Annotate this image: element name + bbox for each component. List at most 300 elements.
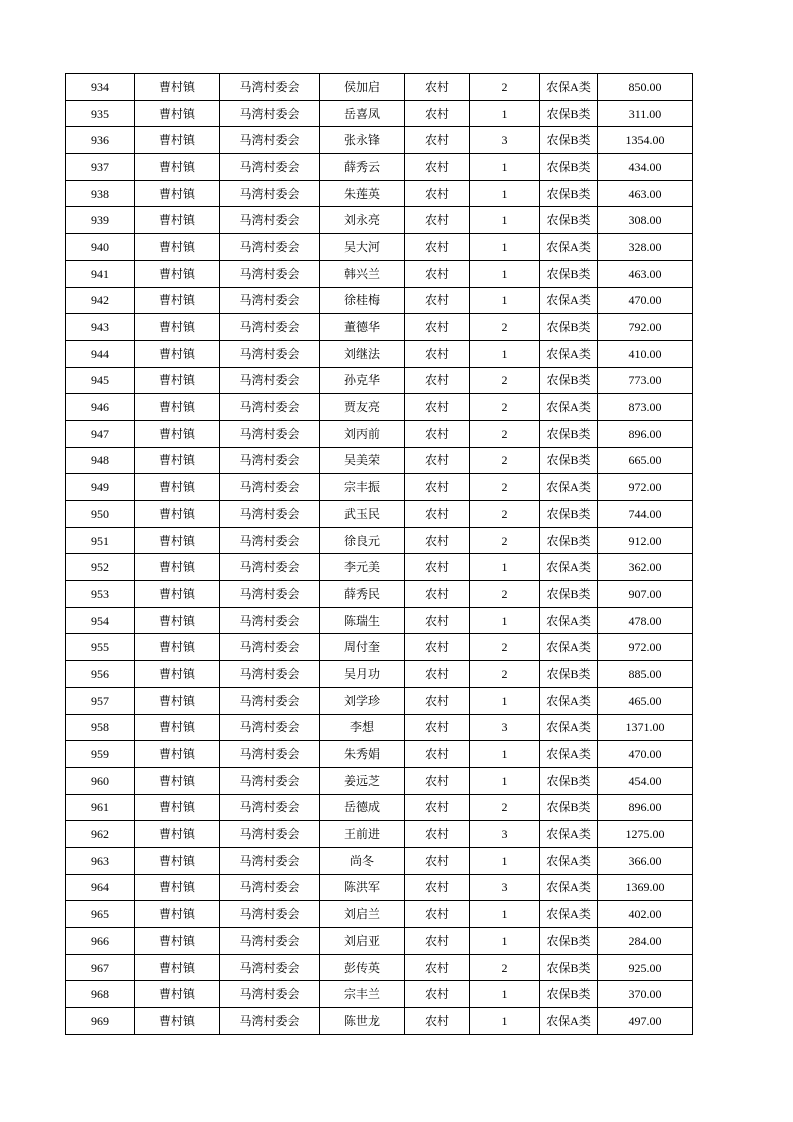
- cell-area-type: 农村: [405, 954, 470, 981]
- cell-area-type: 农村: [405, 154, 470, 181]
- cell-area-type: 农村: [405, 260, 470, 287]
- cell-person-count: 1: [470, 847, 540, 874]
- table-row: [66, 714, 693, 741]
- cell-person-name: 薛秀云: [320, 154, 405, 181]
- cell-town: 曹村镇: [135, 474, 220, 501]
- cell-area-type: 农村: [405, 234, 470, 261]
- cell-person-count: 1: [470, 767, 540, 794]
- cell-insurance-type: 农保A类: [540, 394, 598, 421]
- cell-area-type: 农村: [405, 794, 470, 821]
- cell-amount: 463.00: [598, 260, 693, 287]
- table-row: [66, 100, 693, 127]
- cell-town: 曹村镇: [135, 207, 220, 234]
- cell-amount: 773.00: [598, 367, 693, 394]
- cell-person-name: 武玉民: [320, 501, 405, 528]
- cell-person-count: 2: [470, 634, 540, 661]
- cell-village-committee: 马湾村委会: [220, 207, 320, 234]
- cell-area-type: 农村: [405, 634, 470, 661]
- cell-serial-number: 951: [66, 527, 135, 554]
- cell-village-committee: 马湾村委会: [220, 447, 320, 474]
- cell-area-type: 农村: [405, 874, 470, 901]
- cell-person-count: 1: [470, 687, 540, 714]
- cell-area-type: 农村: [405, 741, 470, 768]
- table-row: [66, 687, 693, 714]
- cell-amount: 1354.00: [598, 127, 693, 154]
- benefits-table: [65, 73, 693, 1035]
- table-row: [66, 474, 693, 501]
- cell-insurance-type: 农保A类: [540, 741, 598, 768]
- cell-person-count: 3: [470, 874, 540, 901]
- table-row: [66, 741, 693, 768]
- cell-person-count: 2: [470, 954, 540, 981]
- cell-insurance-type: 农保B类: [540, 954, 598, 981]
- cell-serial-number: 953: [66, 581, 135, 608]
- cell-insurance-type: 农保B类: [540, 367, 598, 394]
- cell-insurance-type: 农保B类: [540, 260, 598, 287]
- cell-amount: 912.00: [598, 527, 693, 554]
- cell-person-name: 刘启亚: [320, 928, 405, 955]
- cell-person-name: 周付奎: [320, 634, 405, 661]
- cell-serial-number: 949: [66, 474, 135, 501]
- cell-town: 曹村镇: [135, 74, 220, 101]
- cell-town: 曹村镇: [135, 981, 220, 1008]
- cell-amount: 907.00: [598, 581, 693, 608]
- cell-amount: 873.00: [598, 394, 693, 421]
- cell-person-name: 刘丙前: [320, 420, 405, 447]
- cell-insurance-type: 农保B类: [540, 581, 598, 608]
- table-row: [66, 394, 693, 421]
- cell-person-count: 1: [470, 100, 540, 127]
- cell-person-count: 3: [470, 714, 540, 741]
- cell-amount: 478.00: [598, 607, 693, 634]
- cell-serial-number: 964: [66, 874, 135, 901]
- cell-insurance-type: 农保A类: [540, 474, 598, 501]
- cell-area-type: 农村: [405, 581, 470, 608]
- cell-insurance-type: 农保A类: [540, 847, 598, 874]
- cell-person-name: 刘继法: [320, 340, 405, 367]
- cell-insurance-type: 农保B类: [540, 100, 598, 127]
- cell-amount: 328.00: [598, 234, 693, 261]
- cell-person-name: 孙克华: [320, 367, 405, 394]
- cell-amount: 896.00: [598, 794, 693, 821]
- cell-person-name: 刘永亮: [320, 207, 405, 234]
- cell-area-type: 农村: [405, 501, 470, 528]
- cell-insurance-type: 农保B类: [540, 928, 598, 955]
- cell-town: 曹村镇: [135, 234, 220, 261]
- cell-insurance-type: 农保A类: [540, 607, 598, 634]
- cell-serial-number: 948: [66, 447, 135, 474]
- cell-person-name: 陈瑞生: [320, 607, 405, 634]
- cell-person-count: 2: [470, 74, 540, 101]
- cell-insurance-type: 农保B类: [540, 447, 598, 474]
- cell-person-name: 宗丰振: [320, 474, 405, 501]
- cell-person-count: 1: [470, 340, 540, 367]
- cell-village-committee: 马湾村委会: [220, 180, 320, 207]
- cell-town: 曹村镇: [135, 794, 220, 821]
- cell-area-type: 农村: [405, 714, 470, 741]
- cell-area-type: 农村: [405, 207, 470, 234]
- cell-area-type: 农村: [405, 527, 470, 554]
- cell-amount: 744.00: [598, 501, 693, 528]
- cell-serial-number: 962: [66, 821, 135, 848]
- cell-town: 曹村镇: [135, 127, 220, 154]
- cell-area-type: 农村: [405, 661, 470, 688]
- cell-village-committee: 马湾村委会: [220, 821, 320, 848]
- cell-village-committee: 马湾村委会: [220, 954, 320, 981]
- cell-insurance-type: 农保A类: [540, 634, 598, 661]
- cell-town: 曹村镇: [135, 928, 220, 955]
- cell-insurance-type: 农保A类: [540, 687, 598, 714]
- cell-person-name: 岳喜凤: [320, 100, 405, 127]
- cell-person-count: 1: [470, 1008, 540, 1035]
- cell-serial-number: 946: [66, 394, 135, 421]
- cell-village-committee: 马湾村委会: [220, 1008, 320, 1035]
- table-row: [66, 340, 693, 367]
- cell-amount: 1369.00: [598, 874, 693, 901]
- cell-village-committee: 马湾村委会: [220, 767, 320, 794]
- cell-serial-number: 955: [66, 634, 135, 661]
- cell-insurance-type: 农保A类: [540, 1008, 598, 1035]
- cell-serial-number: 939: [66, 207, 135, 234]
- cell-town: 曹村镇: [135, 767, 220, 794]
- cell-person-count: 1: [470, 901, 540, 928]
- cell-village-committee: 马湾村委会: [220, 367, 320, 394]
- cell-serial-number: 936: [66, 127, 135, 154]
- cell-person-name: 宗丰兰: [320, 981, 405, 1008]
- cell-village-committee: 马湾村委会: [220, 794, 320, 821]
- table-row: [66, 581, 693, 608]
- cell-serial-number: 954: [66, 607, 135, 634]
- table-row: [66, 154, 693, 181]
- cell-person-count: 1: [470, 981, 540, 1008]
- cell-person-name: 徐桂梅: [320, 287, 405, 314]
- cell-serial-number: 935: [66, 100, 135, 127]
- cell-serial-number: 957: [66, 687, 135, 714]
- cell-person-count: 1: [470, 207, 540, 234]
- cell-person-count: 2: [470, 314, 540, 341]
- cell-town: 曹村镇: [135, 527, 220, 554]
- cell-area-type: 农村: [405, 127, 470, 154]
- table-row: [66, 287, 693, 314]
- cell-town: 曹村镇: [135, 954, 220, 981]
- cell-serial-number: 959: [66, 741, 135, 768]
- cell-person-name: 韩兴兰: [320, 260, 405, 287]
- cell-amount: 465.00: [598, 687, 693, 714]
- cell-person-count: 1: [470, 287, 540, 314]
- cell-area-type: 农村: [405, 928, 470, 955]
- cell-village-committee: 马湾村委会: [220, 874, 320, 901]
- cell-amount: 665.00: [598, 447, 693, 474]
- table-row: [66, 207, 693, 234]
- cell-town: 曹村镇: [135, 447, 220, 474]
- cell-serial-number: 952: [66, 554, 135, 581]
- cell-person-name: 朱秀娟: [320, 741, 405, 768]
- table-row: [66, 234, 693, 261]
- cell-person-count: 2: [470, 420, 540, 447]
- cell-area-type: 农村: [405, 447, 470, 474]
- cell-amount: 1371.00: [598, 714, 693, 741]
- cell-area-type: 农村: [405, 420, 470, 447]
- cell-person-count: 1: [470, 260, 540, 287]
- table-row: [66, 981, 693, 1008]
- cell-serial-number: 963: [66, 847, 135, 874]
- cell-area-type: 农村: [405, 1008, 470, 1035]
- table-row: [66, 447, 693, 474]
- cell-town: 曹村镇: [135, 661, 220, 688]
- cell-serial-number: 965: [66, 901, 135, 928]
- cell-serial-number: 942: [66, 287, 135, 314]
- cell-amount: 470.00: [598, 741, 693, 768]
- cell-area-type: 农村: [405, 394, 470, 421]
- cell-serial-number: 967: [66, 954, 135, 981]
- cell-town: 曹村镇: [135, 1008, 220, 1035]
- cell-area-type: 农村: [405, 901, 470, 928]
- cell-area-type: 农村: [405, 607, 470, 634]
- cell-insurance-type: 农保B类: [540, 420, 598, 447]
- cell-amount: 370.00: [598, 981, 693, 1008]
- table-row: [66, 847, 693, 874]
- cell-village-committee: 马湾村委会: [220, 607, 320, 634]
- cell-town: 曹村镇: [135, 581, 220, 608]
- cell-amount: 434.00: [598, 154, 693, 181]
- cell-insurance-type: 农保B类: [540, 501, 598, 528]
- cell-person-name: 姜远芝: [320, 767, 405, 794]
- cell-person-name: 吴月功: [320, 661, 405, 688]
- cell-town: 曹村镇: [135, 847, 220, 874]
- cell-village-committee: 马湾村委会: [220, 527, 320, 554]
- cell-serial-number: 960: [66, 767, 135, 794]
- cell-village-committee: 马湾村委会: [220, 554, 320, 581]
- cell-insurance-type: 农保B类: [540, 767, 598, 794]
- cell-town: 曹村镇: [135, 714, 220, 741]
- cell-person-count: 2: [470, 447, 540, 474]
- cell-person-count: 1: [470, 741, 540, 768]
- cell-village-committee: 马湾村委会: [220, 234, 320, 261]
- cell-village-committee: 马湾村委会: [220, 634, 320, 661]
- cell-person-name: 董德华: [320, 314, 405, 341]
- table-row: [66, 661, 693, 688]
- cell-town: 曹村镇: [135, 340, 220, 367]
- cell-person-count: 1: [470, 554, 540, 581]
- table-row: [66, 954, 693, 981]
- table-row: [66, 420, 693, 447]
- cell-serial-number: 941: [66, 260, 135, 287]
- cell-serial-number: 937: [66, 154, 135, 181]
- cell-village-committee: 马湾村委会: [220, 714, 320, 741]
- cell-person-count: 3: [470, 127, 540, 154]
- table-body: [66, 74, 693, 1035]
- cell-insurance-type: 农保A类: [540, 901, 598, 928]
- table-row: [66, 874, 693, 901]
- cell-person-name: 侯加启: [320, 74, 405, 101]
- cell-insurance-type: 农保B类: [540, 527, 598, 554]
- table-row: [66, 314, 693, 341]
- cell-town: 曹村镇: [135, 687, 220, 714]
- cell-village-committee: 马湾村委会: [220, 928, 320, 955]
- cell-village-committee: 马湾村委会: [220, 100, 320, 127]
- cell-serial-number: 938: [66, 180, 135, 207]
- cell-insurance-type: 农保B类: [540, 154, 598, 181]
- cell-insurance-type: 农保A类: [540, 340, 598, 367]
- cell-person-count: 2: [470, 474, 540, 501]
- cell-area-type: 农村: [405, 847, 470, 874]
- table-row: [66, 928, 693, 955]
- cell-area-type: 农村: [405, 767, 470, 794]
- cell-area-type: 农村: [405, 180, 470, 207]
- cell-town: 曹村镇: [135, 901, 220, 928]
- cell-person-name: 吴美荣: [320, 447, 405, 474]
- cell-person-name: 吴大河: [320, 234, 405, 261]
- table-row: [66, 1008, 693, 1035]
- cell-insurance-type: 农保B类: [540, 794, 598, 821]
- cell-village-committee: 马湾村委会: [220, 127, 320, 154]
- cell-person-name: 尚冬: [320, 847, 405, 874]
- cell-amount: 311.00: [598, 100, 693, 127]
- cell-village-committee: 马湾村委会: [220, 154, 320, 181]
- cell-amount: 410.00: [598, 340, 693, 367]
- cell-person-name: 陈世龙: [320, 1008, 405, 1035]
- cell-insurance-type: 农保A类: [540, 821, 598, 848]
- cell-person-name: 张永锋: [320, 127, 405, 154]
- cell-village-committee: 马湾村委会: [220, 981, 320, 1008]
- cell-insurance-type: 农保A类: [540, 714, 598, 741]
- cell-village-committee: 马湾村委会: [220, 340, 320, 367]
- cell-person-count: 2: [470, 394, 540, 421]
- cell-town: 曹村镇: [135, 874, 220, 901]
- cell-person-name: 陈洪军: [320, 874, 405, 901]
- cell-village-committee: 马湾村委会: [220, 314, 320, 341]
- cell-insurance-type: 农保B类: [540, 661, 598, 688]
- cell-area-type: 农村: [405, 474, 470, 501]
- cell-amount: 972.00: [598, 634, 693, 661]
- cell-person-count: 2: [470, 527, 540, 554]
- cell-area-type: 农村: [405, 554, 470, 581]
- cell-person-name: 朱莲英: [320, 180, 405, 207]
- cell-person-count: 1: [470, 234, 540, 261]
- cell-area-type: 农村: [405, 100, 470, 127]
- table-row: [66, 821, 693, 848]
- cell-town: 曹村镇: [135, 821, 220, 848]
- cell-serial-number: 947: [66, 420, 135, 447]
- cell-serial-number: 944: [66, 340, 135, 367]
- table-row: [66, 260, 693, 287]
- cell-village-committee: 马湾村委会: [220, 420, 320, 447]
- cell-area-type: 农村: [405, 687, 470, 714]
- cell-person-name: 刘学珍: [320, 687, 405, 714]
- cell-area-type: 农村: [405, 340, 470, 367]
- cell-insurance-type: 农保A类: [540, 234, 598, 261]
- table-row: [66, 554, 693, 581]
- cell-serial-number: 966: [66, 928, 135, 955]
- cell-person-name: 薛秀民: [320, 581, 405, 608]
- table-row: [66, 501, 693, 528]
- cell-area-type: 农村: [405, 314, 470, 341]
- cell-insurance-type: 农保A类: [540, 554, 598, 581]
- cell-village-committee: 马湾村委会: [220, 394, 320, 421]
- cell-area-type: 农村: [405, 74, 470, 101]
- cell-area-type: 农村: [405, 367, 470, 394]
- cell-amount: 1275.00: [598, 821, 693, 848]
- cell-person-name: 贾友亮: [320, 394, 405, 421]
- cell-town: 曹村镇: [135, 420, 220, 447]
- cell-serial-number: 943: [66, 314, 135, 341]
- cell-town: 曹村镇: [135, 260, 220, 287]
- cell-insurance-type: 农保B类: [540, 127, 598, 154]
- cell-amount: 497.00: [598, 1008, 693, 1035]
- cell-village-committee: 马湾村委会: [220, 287, 320, 314]
- cell-insurance-type: 农保B类: [540, 981, 598, 1008]
- cell-village-committee: 马湾村委会: [220, 581, 320, 608]
- cell-amount: 284.00: [598, 928, 693, 955]
- cell-person-count: 2: [470, 501, 540, 528]
- cell-village-committee: 马湾村委会: [220, 741, 320, 768]
- cell-village-committee: 马湾村委会: [220, 687, 320, 714]
- cell-insurance-type: 农保A类: [540, 287, 598, 314]
- table-row: [66, 74, 693, 101]
- cell-amount: 792.00: [598, 314, 693, 341]
- cell-amount: 470.00: [598, 287, 693, 314]
- cell-person-name: 李想: [320, 714, 405, 741]
- cell-amount: 850.00: [598, 74, 693, 101]
- cell-village-committee: 马湾村委会: [220, 847, 320, 874]
- cell-insurance-type: 农保A类: [540, 874, 598, 901]
- cell-town: 曹村镇: [135, 554, 220, 581]
- cell-person-count: 2: [470, 367, 540, 394]
- cell-serial-number: 940: [66, 234, 135, 261]
- table-row: [66, 180, 693, 207]
- cell-village-committee: 马湾村委会: [220, 501, 320, 528]
- cell-amount: 454.00: [598, 767, 693, 794]
- cell-amount: 925.00: [598, 954, 693, 981]
- cell-town: 曹村镇: [135, 367, 220, 394]
- cell-amount: 308.00: [598, 207, 693, 234]
- cell-amount: 463.00: [598, 180, 693, 207]
- table-row: [66, 634, 693, 661]
- cell-serial-number: 968: [66, 981, 135, 1008]
- cell-amount: 972.00: [598, 474, 693, 501]
- table-row: [66, 367, 693, 394]
- cell-serial-number: 961: [66, 794, 135, 821]
- cell-person-name: 彭传英: [320, 954, 405, 981]
- cell-serial-number: 934: [66, 74, 135, 101]
- cell-person-count: 1: [470, 928, 540, 955]
- cell-amount: 402.00: [598, 901, 693, 928]
- table-row: [66, 607, 693, 634]
- cell-person-name: 刘启兰: [320, 901, 405, 928]
- table-row: [66, 901, 693, 928]
- cell-serial-number: 950: [66, 501, 135, 528]
- cell-insurance-type: 农保B类: [540, 207, 598, 234]
- cell-serial-number: 958: [66, 714, 135, 741]
- table-row: [66, 794, 693, 821]
- cell-town: 曹村镇: [135, 741, 220, 768]
- cell-insurance-type: 农保A类: [540, 74, 598, 101]
- cell-serial-number: 969: [66, 1008, 135, 1035]
- cell-person-name: 李元美: [320, 554, 405, 581]
- cell-serial-number: 945: [66, 367, 135, 394]
- cell-area-type: 农村: [405, 287, 470, 314]
- cell-area-type: 农村: [405, 821, 470, 848]
- cell-serial-number: 956: [66, 661, 135, 688]
- cell-village-committee: 马湾村委会: [220, 661, 320, 688]
- cell-village-committee: 马湾村委会: [220, 74, 320, 101]
- cell-person-count: 2: [470, 794, 540, 821]
- cell-person-count: 2: [470, 661, 540, 688]
- cell-person-name: 岳德成: [320, 794, 405, 821]
- cell-amount: 885.00: [598, 661, 693, 688]
- cell-area-type: 农村: [405, 981, 470, 1008]
- cell-town: 曹村镇: [135, 180, 220, 207]
